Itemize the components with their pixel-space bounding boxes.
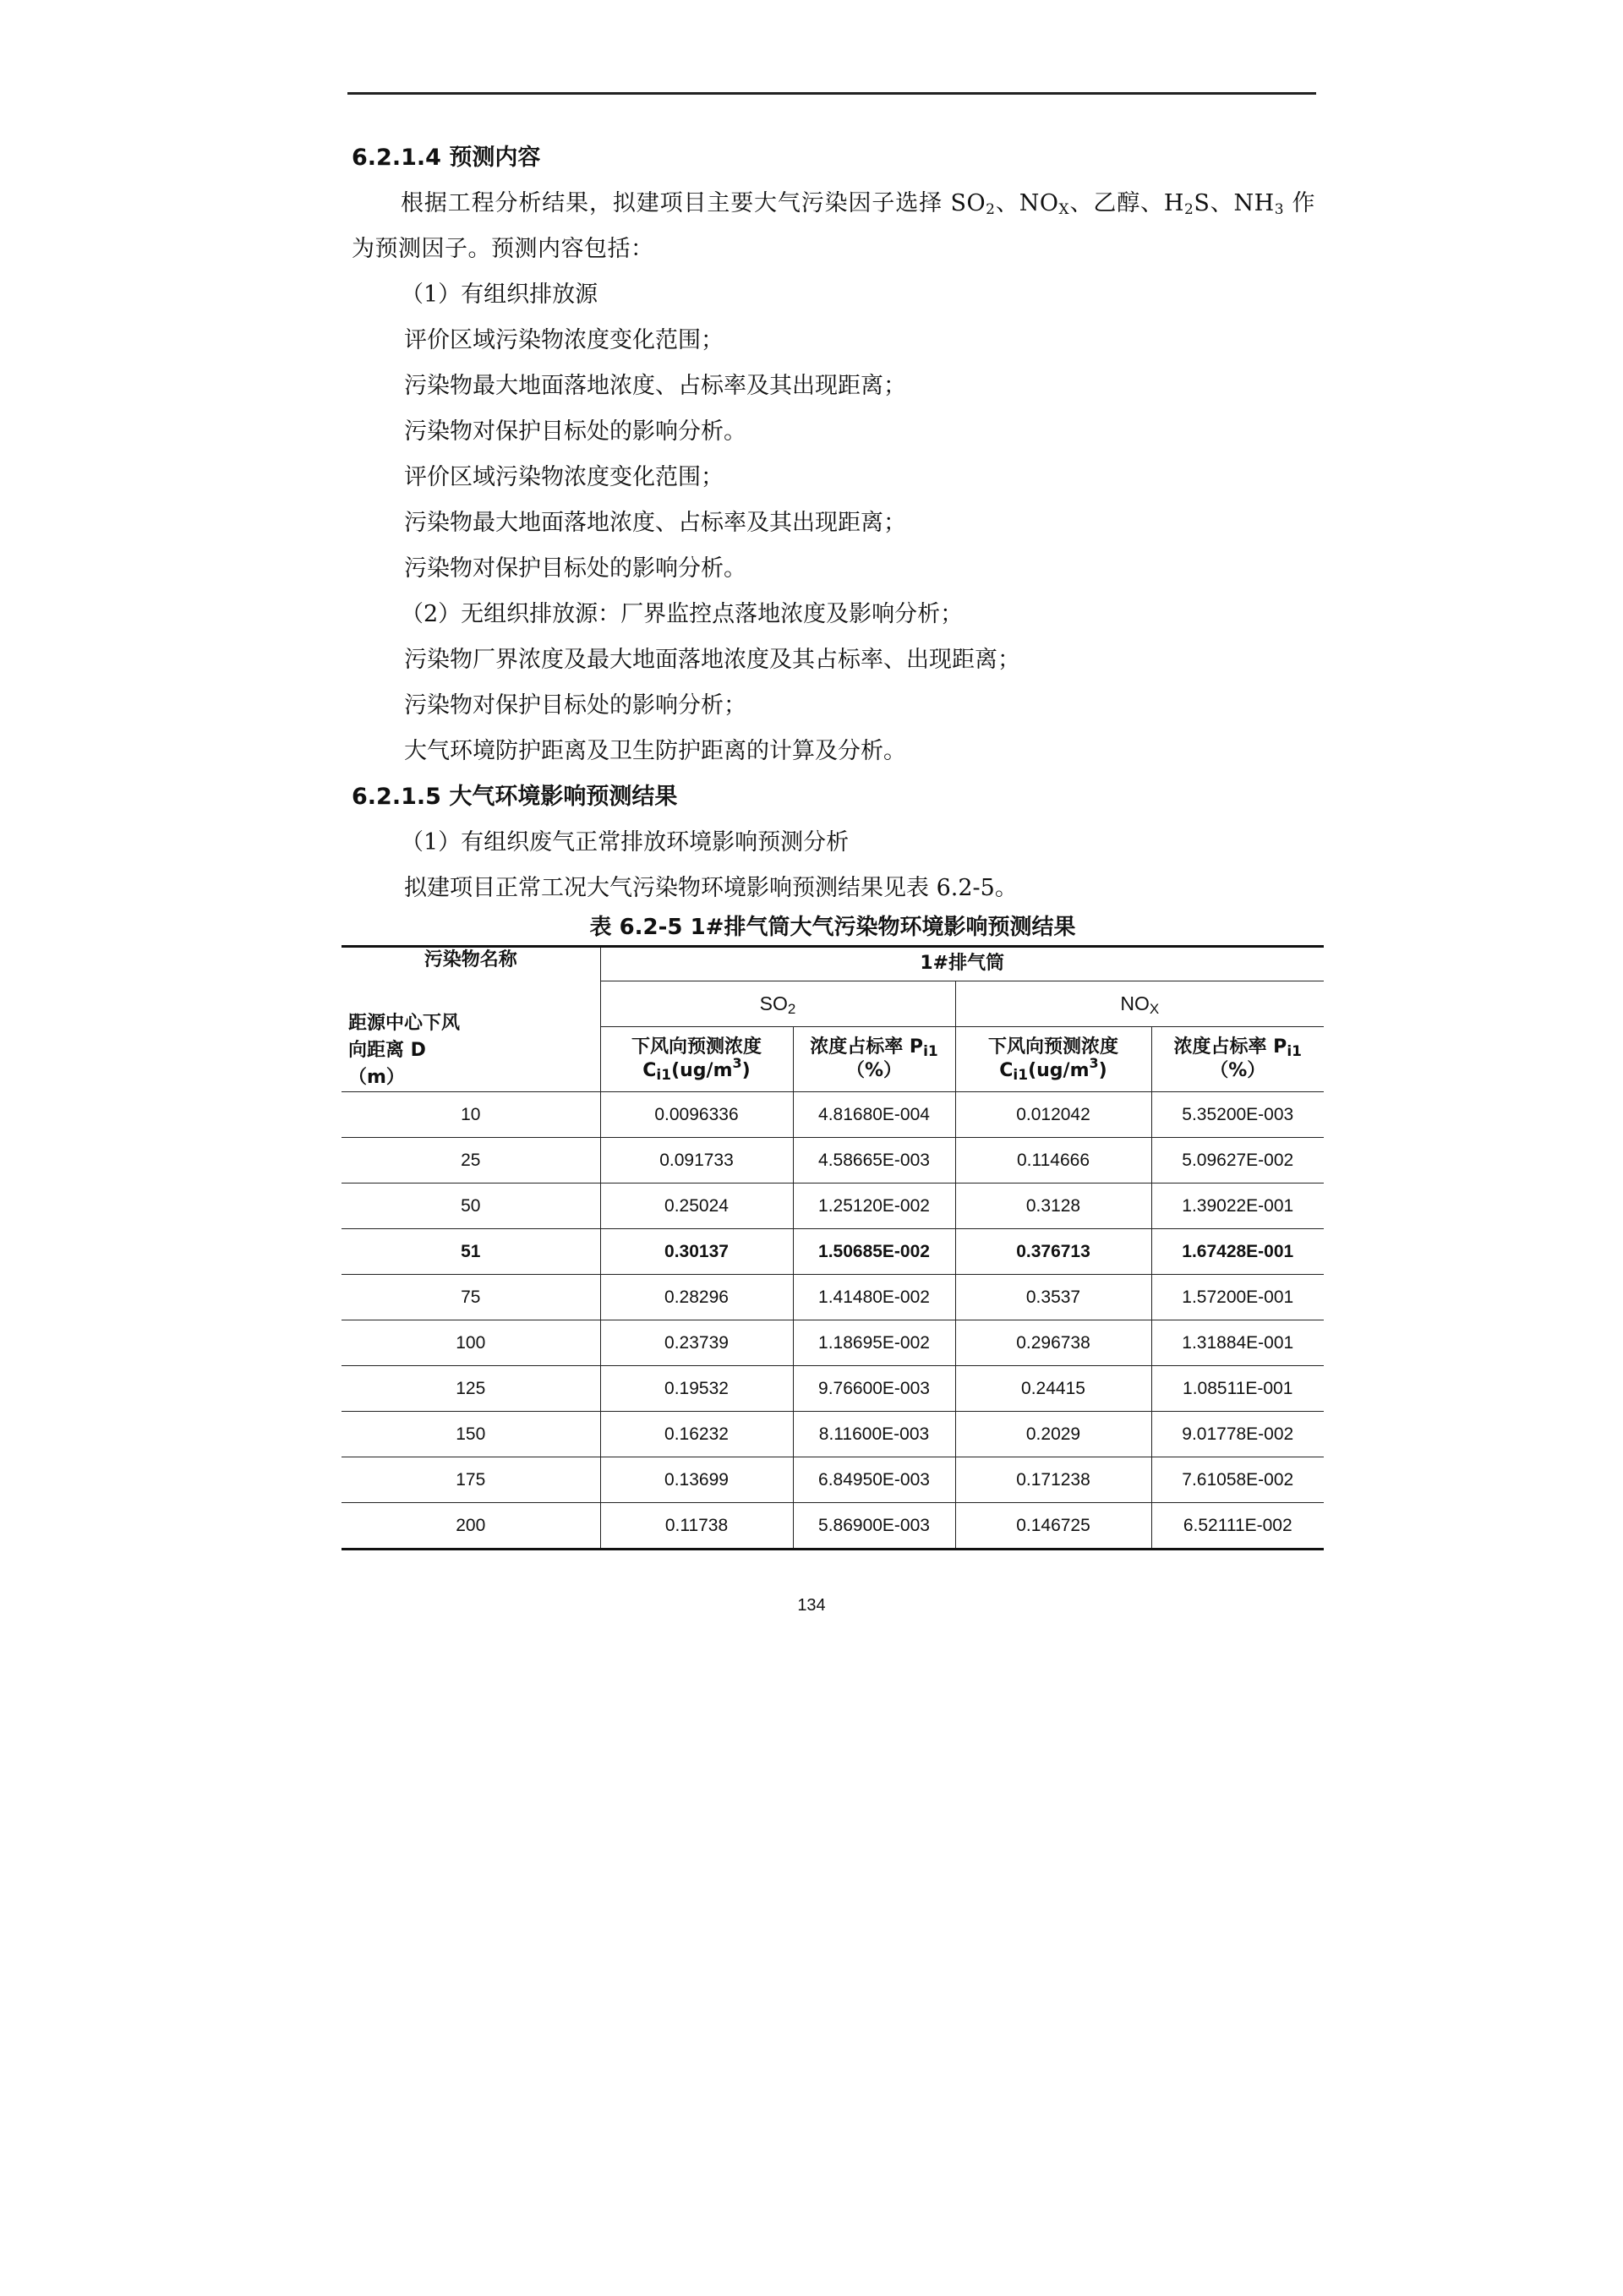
column-header-so2-rate: 浓度占标率 $P_{i1}$ （%） [793,1026,955,1091]
header-rule [347,92,1316,95]
list-item: 拟建项目正常工况大气污染物环境影响预测结果见表 6.2-5。 [404,875,1018,901]
column-header-source: 1#排气筒 [600,947,1324,981]
table-caption: 表 6.2-5 1#排气筒大气污染物环境影响预测结果 [589,915,1076,940]
page-number: 134 [797,1596,826,1615]
column-header-pollutant-name: 污染物名称 距源中心下风向距离 D（m） [342,947,600,1092]
list-item: （2）无组织排放源：厂界监控点落地浓度及影响分析； [401,601,964,627]
list-item: （1）有组织废气正常排放环境影响预测分析 [401,829,850,856]
list-item: 污染物厂界浓度及最大地面落地浓度及其占标率、出现距离； [404,647,1020,673]
list-item: 评价区域污染物浓度变化范围； [404,464,724,490]
document-body [352,135,1315,911]
table-row: 150 0.16232 8.11600E-003 0.2029 9.01778E-002 [342,1412,1324,1457]
list-item: 大气环境防护距离及卫生防护距离的计算及分析。 [404,738,906,764]
column-header-so2: $SO_2$ [600,981,955,1026]
section-title-6-2-1-4: 6.2.1.4 预测内容 [352,145,541,171]
column-header-nox-rate: 浓度占标率 $P_{i1}$ （%） [1151,1026,1324,1091]
table-row-max: 51 0.30137 1.50685E-002 0.376713 1.67428E-001 [342,1229,1324,1275]
table-row: 175 0.13699 6.84950E-003 0.171238 7.61058E-002 [342,1457,1324,1503]
table-row: 10 0.0096336 4.81680E-004 0.012042 5.35200E-003 [342,1092,1324,1138]
table-row: 50 0.25024 1.25120E-002 0.3128 1.39022E-001 [342,1184,1324,1229]
list-item: 评价区域污染物浓度变化范围； [404,327,724,353]
list-item: 污染物对保护目标处的影响分析。 [404,418,746,445]
list-item: 污染物最大地面落地浓度、占标率及其出现距离； [404,373,906,399]
table-row: 200 0.11738 5.86900E-003 0.146725 6.52111E-002 [342,1503,1324,1550]
list-item: 污染物最大地面落地浓度、占标率及其出现距离； [404,510,906,536]
intro-paragraph: 根据工程分析结果，拟建项目主要大气污染因子选择 $SO_2$、$NO_X$、乙醇、$H_2S$、$NH_3$ 作为预测因子。预测内容包括： [352,190,1316,262]
list-item: （1）有组织排放源 [401,282,598,308]
list-item: 污染物对保护目标处的影响分析； [404,692,746,719]
column-header-distance: 距源中心下风向距离 D（m） [348,1013,461,1088]
column-header-so2-concentration: 下风向预测浓度 $C_{i1}(ug/m^3)$ [600,1026,793,1091]
table-row: 75 0.28296 1.41480E-002 0.3537 1.57200E-001 [342,1275,1324,1320]
table-row: 100 0.23739 1.18695E-002 0.296738 1.31884E-001 [342,1320,1324,1366]
section-title-6-2-1-5: 6.2.1.5 大气环境影响预测结果 [352,784,678,810]
table-row: 25 0.091733 4.58665E-003 0.114666 5.09627E-002 [342,1138,1324,1184]
column-header-nox-concentration: 下风向预测浓度 $C_{i1}(ug/m^3)$ [955,1026,1151,1091]
table-row: 125 0.19532 9.76600E-003 0.24415 1.08511E-001 [342,1366,1324,1412]
list-item: 污染物对保护目标处的影响分析。 [404,555,746,582]
column-header-nox: $NO_X$ [955,981,1324,1026]
prediction-results-table [342,945,1324,1550]
